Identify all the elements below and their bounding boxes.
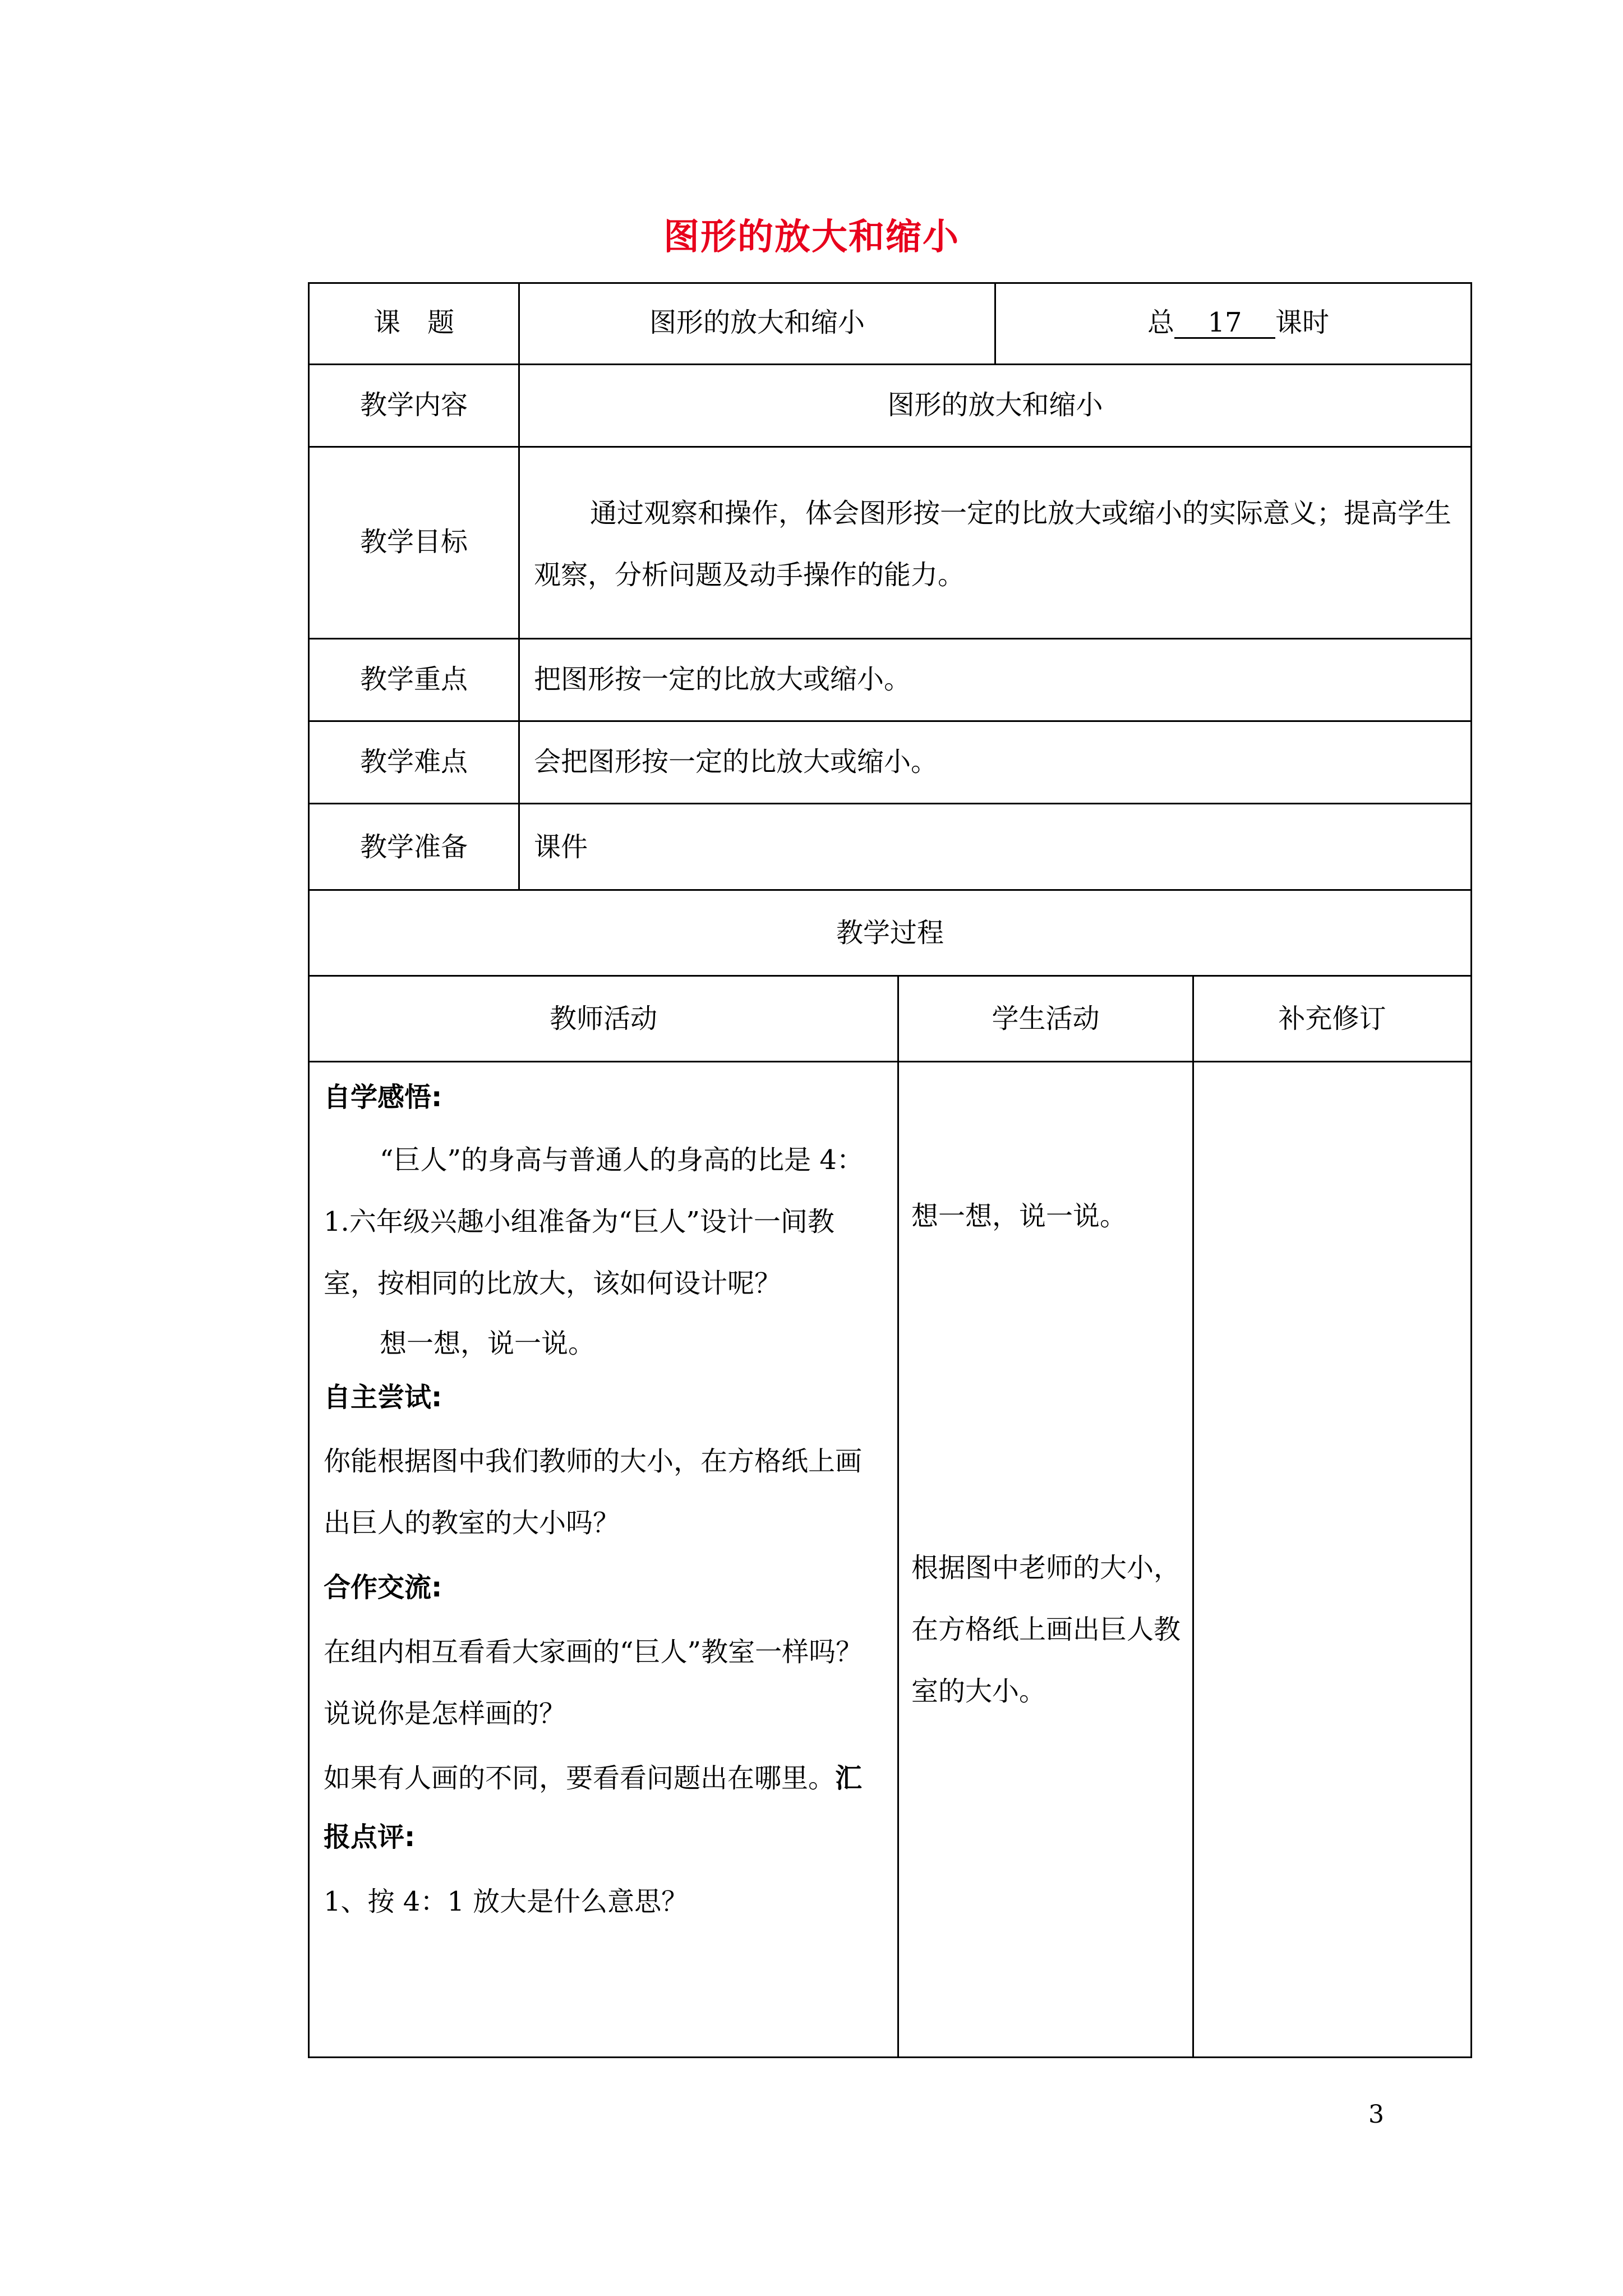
self-try-title: 自主尝试:	[324, 1382, 442, 1413]
page-title: 图形的放大和缩小	[663, 217, 960, 258]
total-prefix: 总	[1147, 307, 1175, 338]
topic-label: 课 题	[373, 307, 454, 338]
column-student-activity: 学生活动	[992, 1003, 1100, 1034]
report-title: 报点评:	[324, 1821, 416, 1853]
goal-value: 通过观察和操作，体会图形按一定的比放大或缩小的实际意义；提高学生观察，分析问题及动手操作的能力。	[534, 498, 1452, 591]
cooperation-text-2-body: 如果有人画的不同，要看看问题出在哪里。	[324, 1763, 836, 1794]
total-value: 17	[1174, 308, 1275, 339]
report-title-start: 汇	[835, 1763, 863, 1794]
column-revision: 补充修订	[1278, 1003, 1386, 1034]
key-point-label: 教学重点	[359, 664, 468, 695]
student-activity-2: 根据图中老师的大小，在方格纸上画出巨人教室的大小。	[911, 1552, 1181, 1707]
total-suffix: 课时	[1275, 307, 1330, 338]
difficulty-value: 会把图形按一定的比放大或缩小。	[534, 746, 938, 777]
think-say-text: 想一想，说一说。	[380, 1328, 596, 1359]
column-teacher-activity: 教师活动	[549, 1003, 657, 1034]
topic-value: 图形的放大和缩小	[649, 307, 865, 338]
content-label: 教学内容	[359, 389, 468, 421]
difficulty-label: 教学难点	[359, 746, 468, 777]
cooperation-text: 在组内相互看看大家画的“巨人”教室一样吗？说说你是怎样画的？	[324, 1636, 863, 1729]
preparation-label: 教学准备	[359, 831, 468, 863]
total-lessons	[1147, 306, 1329, 339]
goal-label: 教学目标	[359, 526, 468, 558]
page-number: 3	[1368, 2100, 1384, 2129]
key-point-value: 把图形按一定的比放大或缩小。	[534, 664, 911, 695]
preparation-value: 课件	[534, 831, 588, 863]
cooperation-title: 合作交流:	[324, 1572, 442, 1603]
cooperation-text-2	[324, 1761, 862, 1795]
self-learning-title: 自学感悟:	[324, 1082, 442, 1113]
student-activity-1: 想一想，说一说。	[911, 1200, 1127, 1232]
process-heading: 教学过程	[836, 917, 944, 949]
self-try-text: 你能根据图中我们教师的大小，在方格纸上画出巨人的教室的大小吗？	[324, 1446, 863, 1539]
self-learning-text: “巨人”的身高与普通人的身高的比是 4：1.六年级兴趣小组准备为“巨人”设计一间教室，按相同的比放大，该如何设计呢？	[324, 1144, 864, 1299]
question-1: 1、按 4：1 放大是什么意思？	[324, 1886, 689, 1917]
content-value: 图形的放大和缩小	[887, 389, 1103, 421]
